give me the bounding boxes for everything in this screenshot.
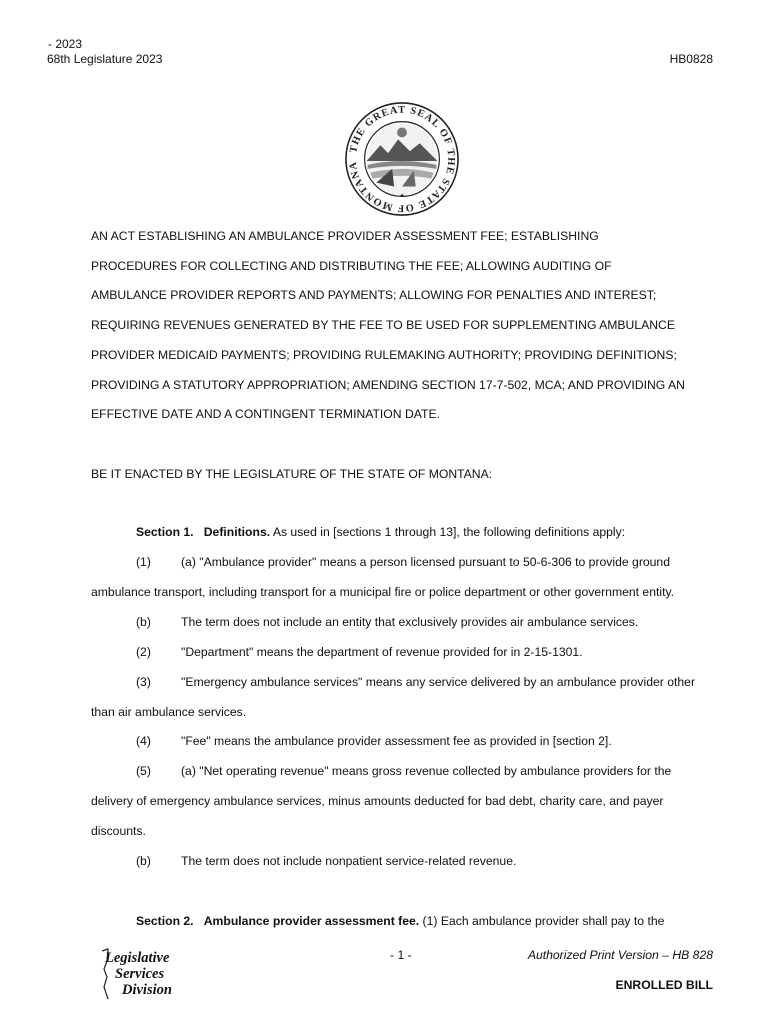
print-version: Authorized Print Version – HB 828 [527, 948, 713, 962]
section-2-text: (1) Each ambulance provider shall pay to the [419, 914, 665, 928]
definition-text: (a) "Net operating revenue" means gross revenue collected by ambulance providers for the [181, 764, 672, 779]
logo-word-1: Legislative [105, 950, 170, 966]
definition-number: (4) [136, 734, 151, 749]
definition-number: (b) [136, 614, 151, 629]
definition-text: The term does not include an entity that exclusively provides air ambulance services. [181, 614, 639, 629]
section-1-intro: As used in [sections 1 through 13], the following definitions apply: [270, 525, 626, 539]
title-line: PROCEDURES FOR COLLECTING AND DISTRIBUTING THE FEE; ALLOWING AUDITING OF [91, 258, 612, 273]
section-2-title: Ambulance provider assessment fee. [203, 914, 420, 928]
title-line: EFFECTIVE DATE AND A CONTINGENT TERMINATION DATE. [91, 407, 440, 422]
section-1-heading [136, 525, 625, 539]
section-2-label: Section 2. [136, 914, 194, 928]
definition-text: "Fee" means the ambulance provider assessment fee as provided in [section 2]. [181, 734, 612, 749]
definition-text: "Department" means the department of revenue provided for in 2-15-1301. [181, 644, 583, 659]
definition-number: (3) [136, 674, 151, 689]
definition-text: The term does not include nonpatient service-related revenue. [181, 854, 517, 868]
definition-continuation: discounts. [91, 824, 146, 839]
title-line: PROVIDING A STATUTORY APPROPRIATION; AMENDING SECTION 17-7-502, MCA; AND PROVIDING AN [91, 377, 685, 392]
definition-number: (b) [136, 854, 151, 868]
svg-text:✦: ✦ [399, 193, 405, 200]
definition-continuation: than air ambulance services. [91, 704, 247, 719]
title-line: REQUIRING REVENUES GENERATED BY THE FEE TO BE USED FOR SUPPLEMENTING AMBULANCE [91, 318, 675, 333]
seal-lettering: THE GREAT SEAL OF THE STATE OF MONTANA [347, 104, 457, 214]
section-1-label: Section 1. [136, 525, 194, 539]
title-line: AMBULANCE PROVIDER REPORTS AND PAYMENTS; ALLOWING FOR PENALTIES AND INTEREST; [91, 288, 657, 303]
legislature-label: 68th Legislature 2023 [47, 52, 163, 66]
definition-number: (5) [136, 764, 151, 779]
year-line: - 2023 [48, 37, 83, 51]
definition-number: (2) [136, 644, 151, 659]
title-line: AN ACT ESTABLISHING AN AMBULANCE PROVIDER ASSESSMENT FEE; ESTABLISHING [91, 229, 599, 243]
enrolled-bill-label: ENROLLED BILL [615, 978, 713, 992]
bill-number: HB0828 [669, 52, 713, 66]
legislative-services-logo [98, 947, 188, 1001]
section-1-title: Definitions. [203, 525, 271, 539]
page-number: - 1 - [390, 948, 412, 962]
enacting-clause: BE IT ENACTED BY THE LEGISLATURE OF THE STATE OF MONTANA: [91, 467, 493, 481]
section-2-heading [136, 914, 664, 928]
definition-text: "Emergency ambulance services" means any service delivered by an ambulance provider other [181, 674, 696, 689]
definition-continuation: ambulance transport, including transport for a municipal fire or police department or other government entity. [91, 584, 675, 599]
logo-word-3: Division [122, 982, 172, 998]
definition-number: (1) [136, 555, 151, 569]
definition-continuation: delivery of emergency ambulance services, minus amounts deducted for bad debt, charity care, and payer [91, 794, 664, 809]
title-line: PROVIDER MEDICAID PAYMENTS; PROVIDING RULEMAKING AUTHORITY; PROVIDING DEFINITIONS; [91, 347, 677, 362]
logo-word-2: Services [115, 966, 165, 982]
state-seal-image [343, 100, 461, 218]
definition-text: (a) "Ambulance provider" means a person licensed pursuant to 50-6-306 to provide ground [181, 555, 670, 569]
